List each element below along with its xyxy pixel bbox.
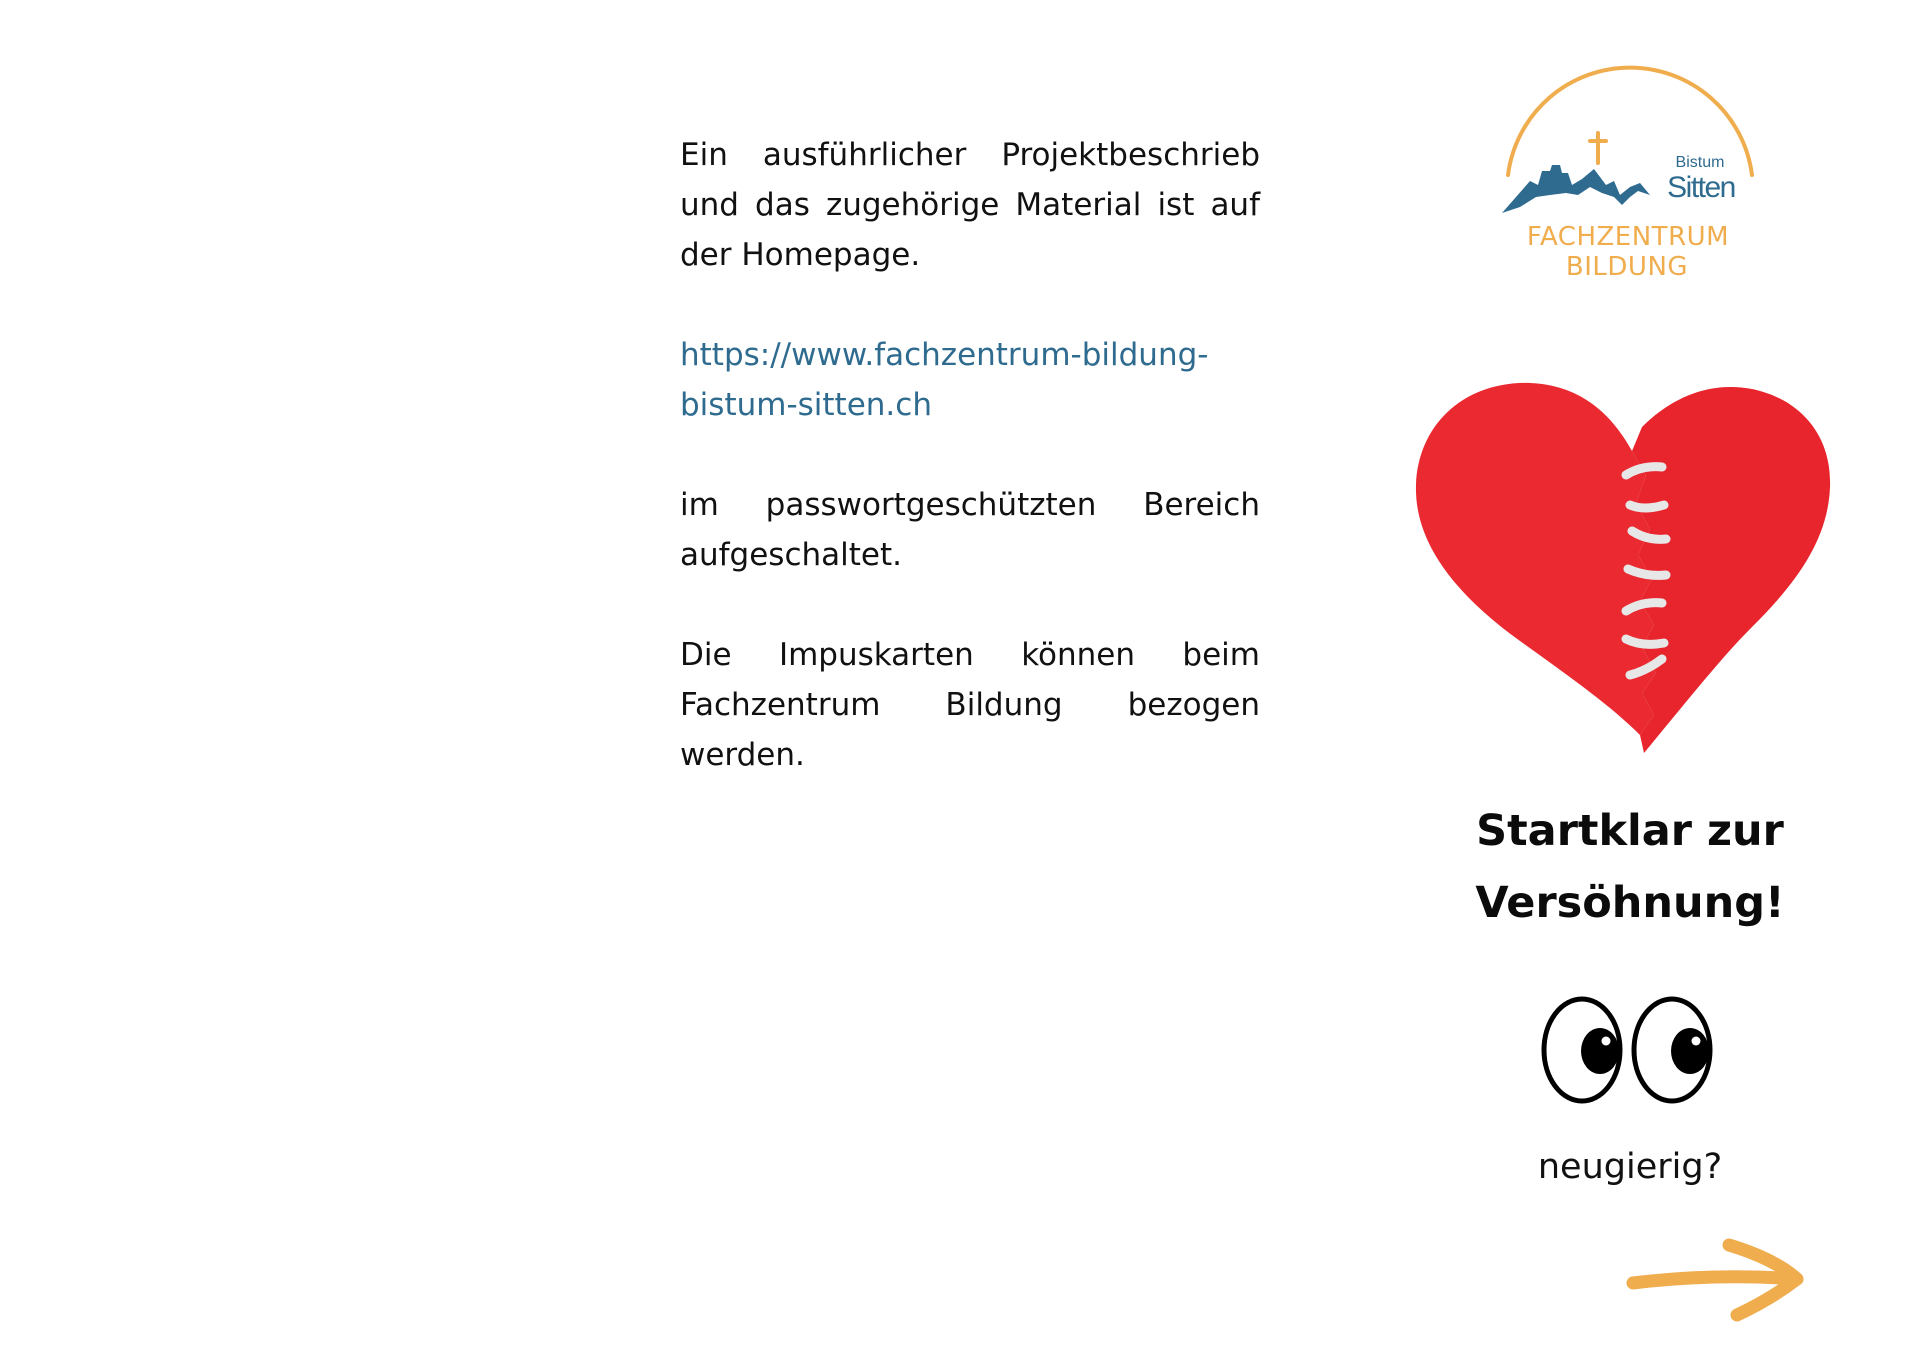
homepage-link[interactable] <box>680 330 1260 430</box>
password-area-paragraph: im passwortgeschützten Bereich aufgeschaltet. <box>680 487 1260 573</box>
headline-line-2: Versöhnung! <box>1475 878 1785 928</box>
impulse-cards-paragraph: Die Impuskarten können beim Fachzentrum Bildung bezogen werden. <box>680 637 1260 773</box>
logo-bildung-text: BILDUNG <box>1565 252 1689 282</box>
mountain-cross-logo-icon <box>1490 55 1770 295</box>
stitched-heart-image <box>1410 375 1840 760</box>
homepage-link-line-1: https://www.fachzentrum-bildung- <box>680 337 1209 373</box>
googly-eyes <box>1540 995 1715 1105</box>
logo-bistum-text: Bistum <box>1675 154 1725 171</box>
googly-eyes-icon <box>1540 995 1715 1105</box>
project-description-paragraph: Ein ausführlicher Projektbeschrieb und das zugehörige Material ist auf der Homepage. <box>680 137 1260 273</box>
info-text-column <box>680 130 1260 830</box>
logo-sitten-text: Sitten <box>1667 171 1735 204</box>
curious-tagline: neugierig? <box>1537 1147 1723 1187</box>
logo-fachzentrum-text: FACHZENTRUM <box>1526 222 1730 252</box>
cover-headline <box>1440 795 1820 939</box>
stitched-heart-icon <box>1410 375 1840 760</box>
next-arrow[interactable] <box>1625 1235 1810 1325</box>
homepage-link-line-2: bistum-sitten.ch <box>680 387 932 423</box>
fachzentrum-logo <box>1490 55 1770 295</box>
headline-line-1: Startklar zur <box>1476 806 1784 856</box>
arrow-right-icon <box>1625 1235 1810 1325</box>
